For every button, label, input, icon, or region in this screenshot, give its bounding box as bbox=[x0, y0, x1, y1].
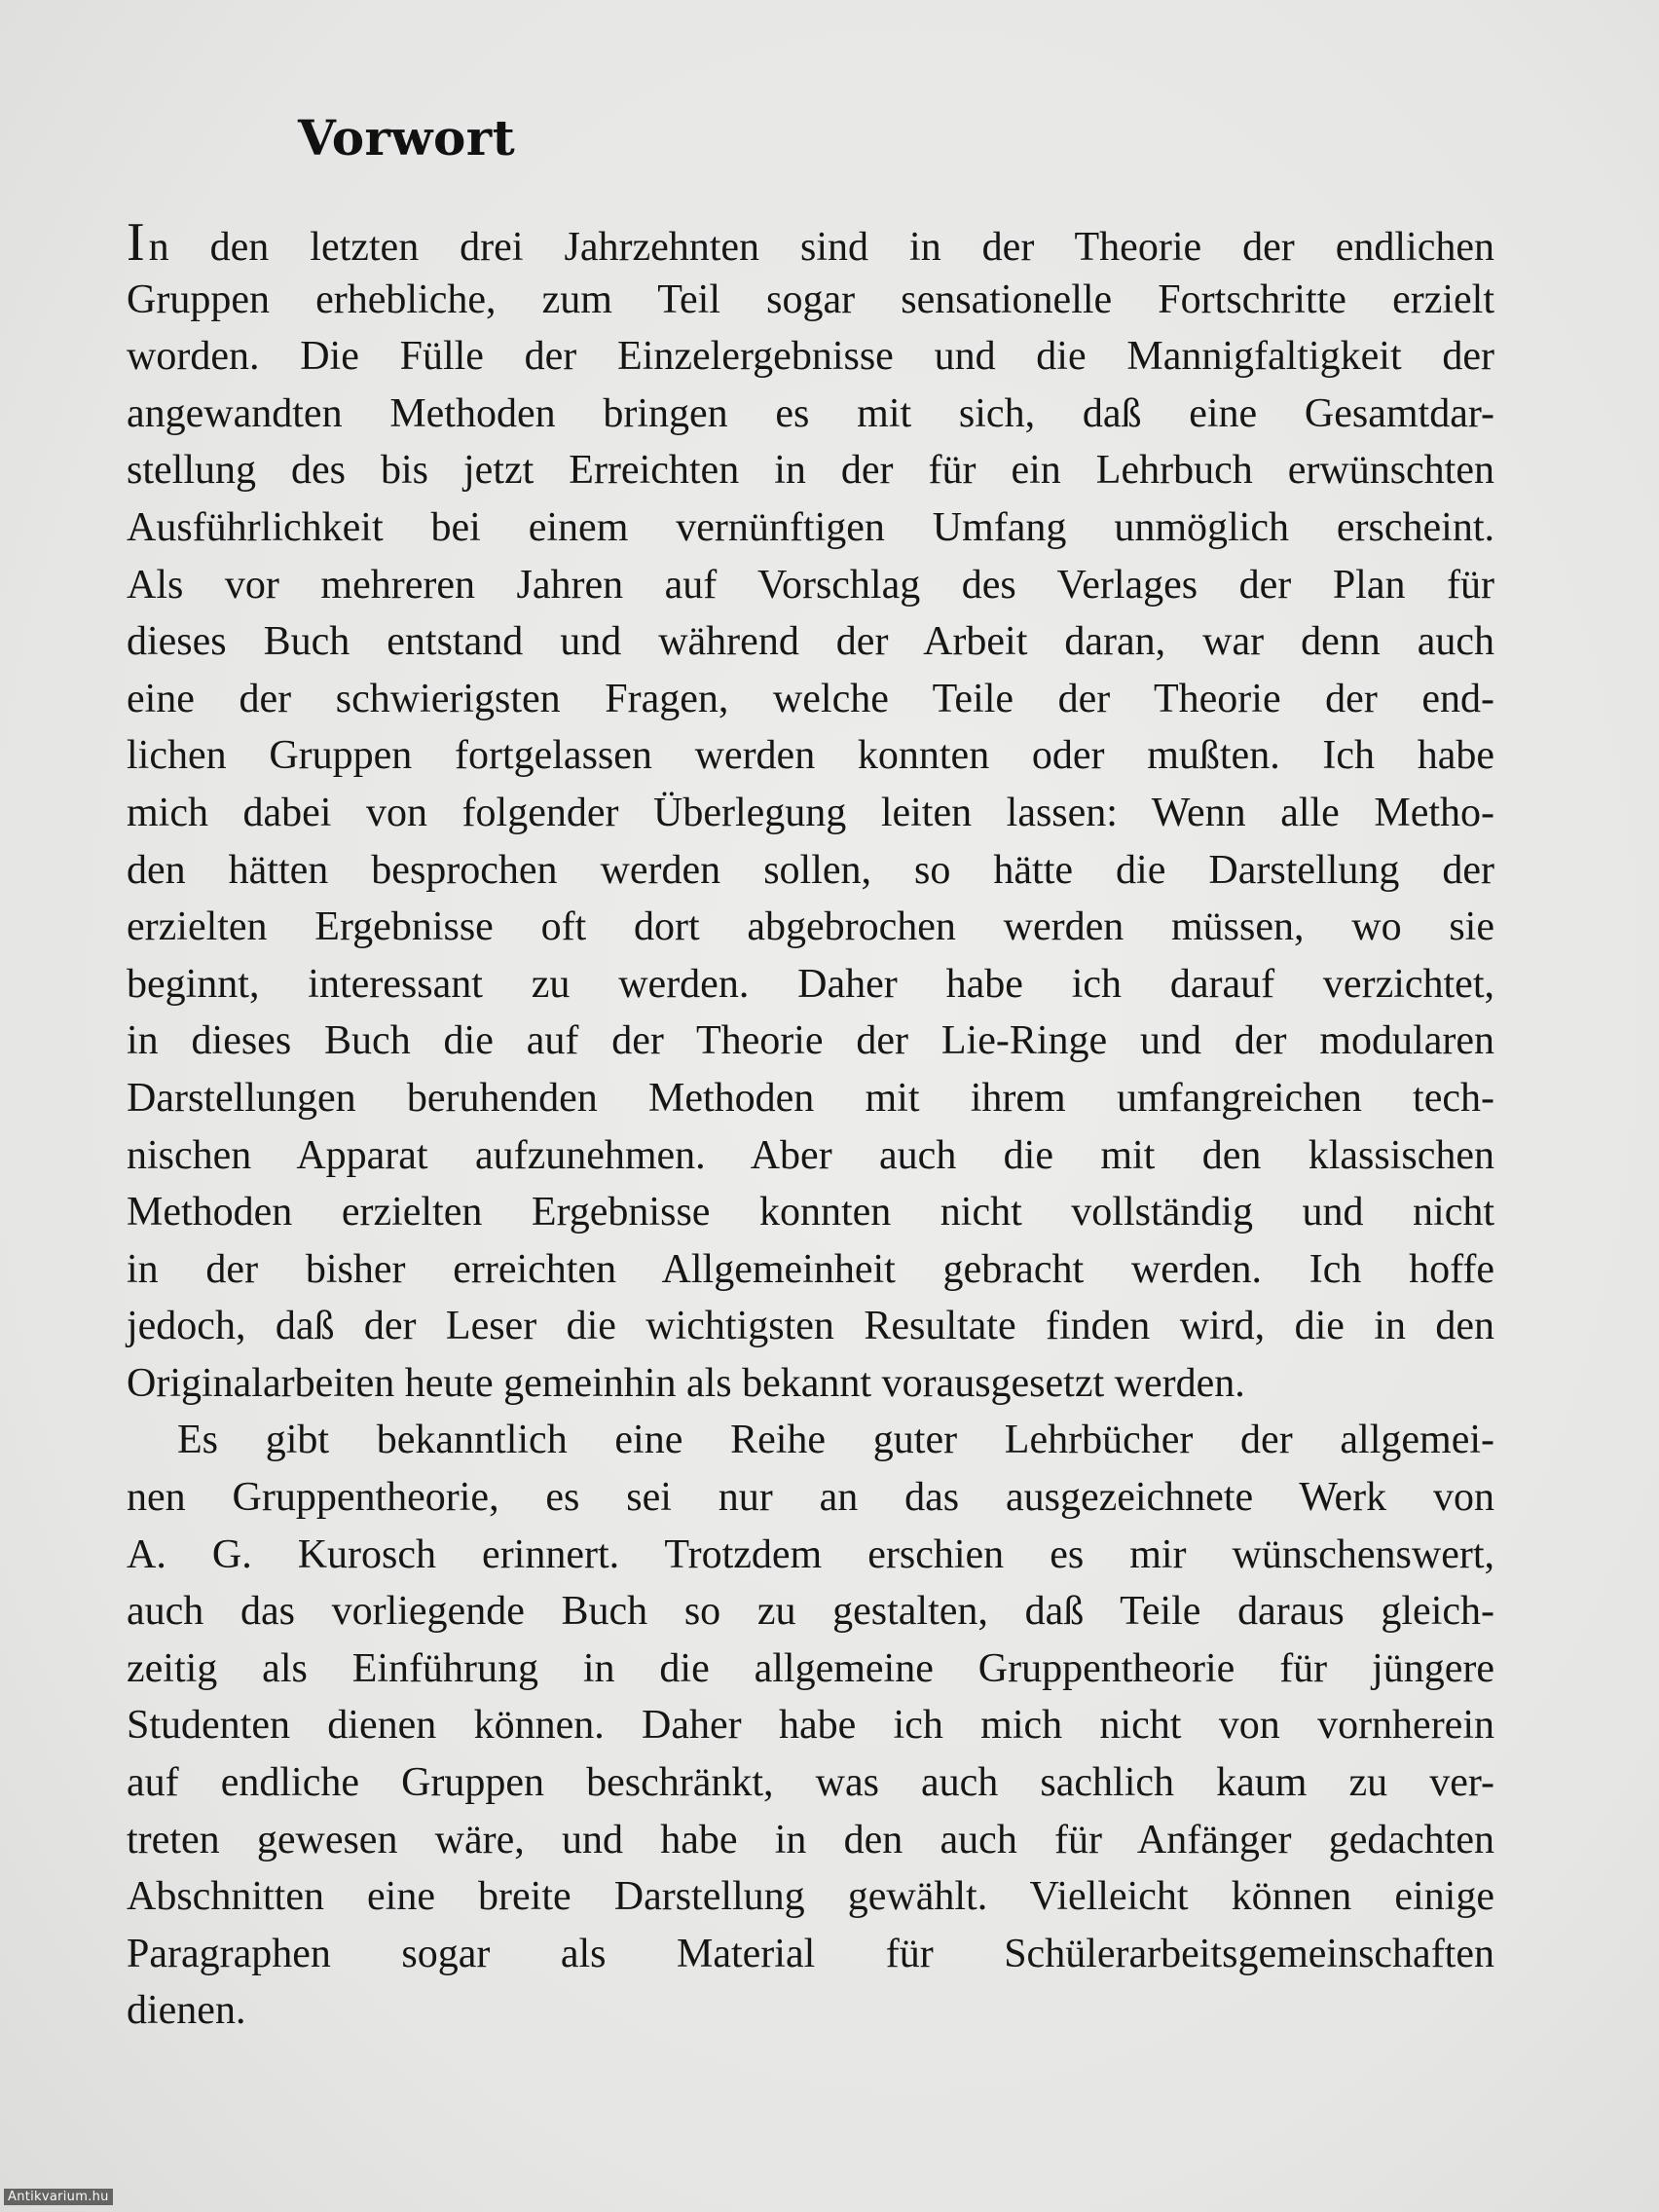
text-line: eine der schwierigsten Fragen, welche Teile der Theorie der end- bbox=[127, 676, 1494, 721]
text-line: Methoden erzielten Ergebnisse konnten nicht vollständig und nicht bbox=[127, 1190, 1494, 1235]
text-line: A. G. Kurosch erinnert. Trotzdem erschien es mir wünschenswert, bbox=[127, 1531, 1494, 1577]
text-line: Studenten dienen können. Daher habe ich mich nicht von vornherein bbox=[127, 1703, 1494, 1749]
text-line: Es gibt bekanntlich eine Reihe guter Lehrbücher der allgemei- bbox=[177, 1418, 1494, 1463]
text-line: stellung des bis jetzt Erreichten in der für ein Lehrbuch erwünschten bbox=[127, 448, 1494, 494]
paragraph-1 bbox=[127, 214, 1494, 1412]
text-line: den hätten besprochen werden sollen, so hätte die Darstellung der bbox=[127, 847, 1494, 893]
text-line: auch das vorliegende Buch so zu gestalten, daß Teile daraus gleich- bbox=[127, 1589, 1494, 1635]
text-line: dienen. bbox=[127, 1988, 246, 2034]
text-line: Paragraphen sogar als Material für Schülerarbeitsgemeinschaften bbox=[127, 1931, 1494, 1976]
text-line: nischen Apparat aufzunehmen. Aber auch die mit den klassischen bbox=[127, 1132, 1494, 1178]
text-line: lichen Gruppen fortgelassen werden konnten oder mußten. Ich habe bbox=[127, 733, 1494, 779]
text-line: erzielten Ergebnisse oft dort abgebrochen werden müssen, wo sie bbox=[127, 904, 1494, 950]
text-line: in der bisher erreichten Allgemeinheit gebracht werden. Ich hoffe bbox=[127, 1246, 1494, 1292]
text-line: angewandten Methoden bringen es mit sich, daß eine Gesamtdar- bbox=[127, 390, 1494, 436]
text-line: dieses Buch entstand und während der Arbeit daran, war denn auch bbox=[127, 619, 1494, 665]
text-line: In den letzten drei Jahrzehnten sind in der Theorie der endlichen bbox=[127, 212, 1494, 273]
text-line: zeitig als Einführung in die allgemeine Gruppentheorie für jüngere bbox=[127, 1645, 1494, 1691]
text-line: Als vor mehreren Jahren auf Vorschlag des Verlages der Plan für bbox=[127, 562, 1494, 608]
text-line: beginnt, interessant zu werden. Daher habe ich darauf verzichtet, bbox=[127, 961, 1494, 1007]
text-line: worden. Die Fülle der Einzelergebnisse und die Mannigfaltigkeit der bbox=[127, 334, 1494, 380]
text-line: treten gewesen wäre, und habe in den auch für Anfänger gedachten bbox=[127, 1817, 1494, 1862]
text-line: Gruppen erhebliche, zum Teil sogar sensationelle Fortschritte erzielt bbox=[127, 276, 1494, 322]
text-line: Originalarbeiten heute gemeinhin als bekannt vorausgesetzt werden. bbox=[127, 1360, 1245, 1406]
page-heading: Vorwort bbox=[298, 109, 516, 166]
text-line: Ausführlichkeit bei einem vernünftigen Umfang unmöglich erscheint. bbox=[127, 504, 1494, 550]
drop-cap: I bbox=[127, 212, 145, 273]
paragraph-2 bbox=[127, 1412, 1494, 2040]
text-line: auf endliche Gruppen beschränkt, was auch sachlich kaum zu ver- bbox=[127, 1760, 1494, 1806]
text-line: Darstellungen beruhenden Methoden mit ihrem umfangreichen tech- bbox=[127, 1075, 1494, 1121]
watermark: Antikvarium.hu bbox=[4, 2189, 113, 2205]
text-line: nen Gruppentheorie, es sei nur an das ausgezeichnete Werk von bbox=[127, 1475, 1494, 1521]
text-line: jedoch, daß der Leser die wichtigsten Resultate finden wird, die in den bbox=[127, 1304, 1494, 1349]
body-text bbox=[127, 214, 1494, 2040]
text-line: mich dabei von folgender Überlegung leiten lassen: Wenn alle Metho- bbox=[127, 790, 1494, 835]
text-line: Abschnitten eine breite Darstellung gewählt. Vielleicht können einige bbox=[127, 1874, 1494, 1920]
text-line: in dieses Buch die auf der Theorie der Lie-Ringe und der modularen bbox=[127, 1018, 1494, 1064]
